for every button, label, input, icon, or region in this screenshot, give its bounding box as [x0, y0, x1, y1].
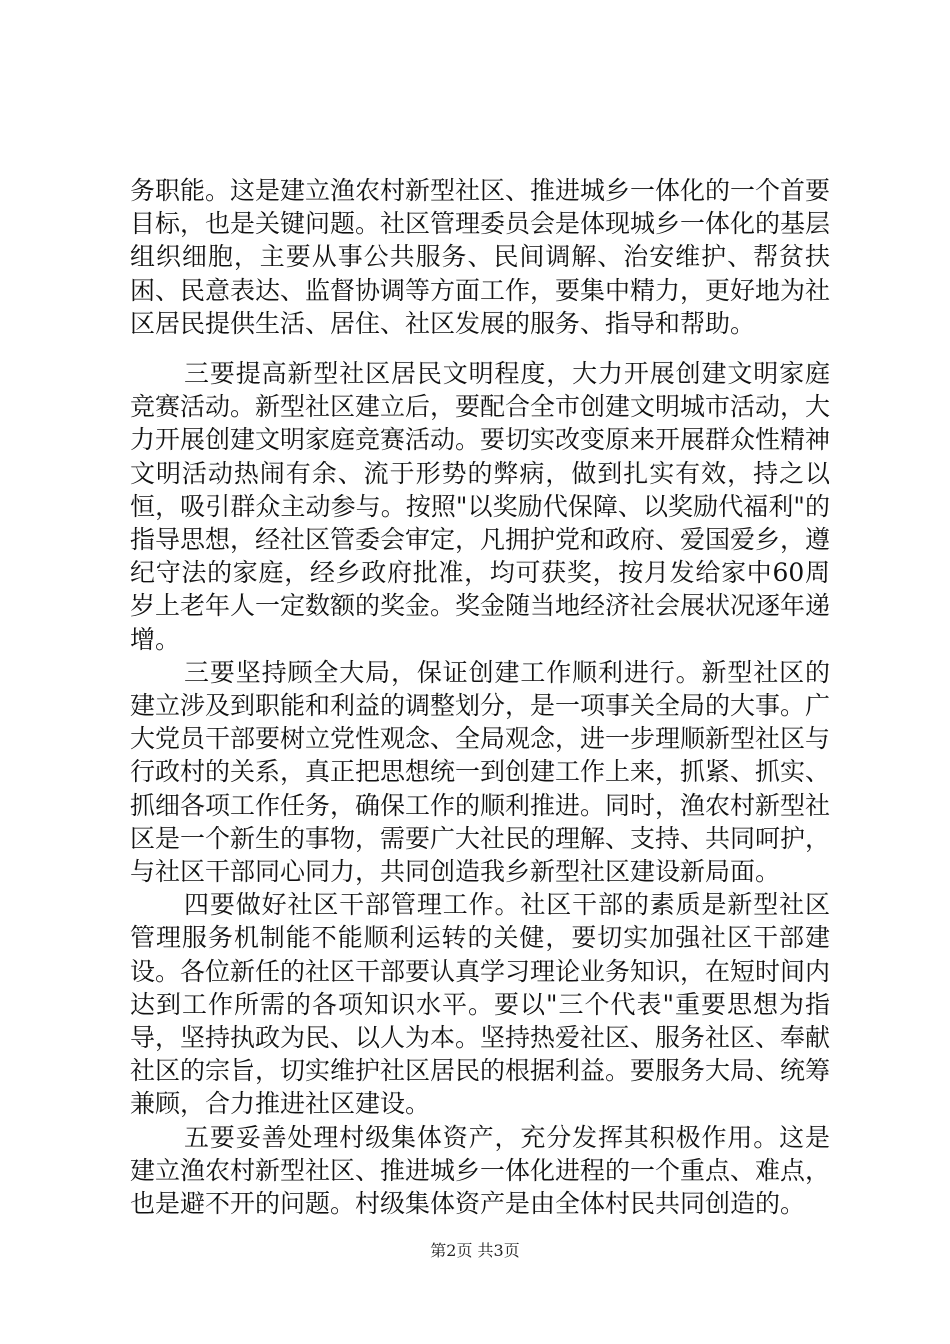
paragraph-civilization: 三要提高新型社区居民文明程度，大力开展创建文明家庭竞赛活动。新型社区建立后，要配合全市创建文明城市活动，大力开展创建文明家庭竞赛活动。要切实改变原来开展群众性精神文明活动热闹有余、流于形势的弊病，做到扎实有效，持之以恒，吸引群众主动参与。按照"以奖励代保障、以奖励代福利"的指导思想，经社区管委会审定，凡拥护党和政府、爱国爱乡，遵纪守法的家庭，经乡政府批准，均可获奖，按月发给家中60周岁上老年人一定数额的奖金。奖金随当地经济社会展状况逐年递增。	[130, 359, 831, 654]
paragraph-overall-situation: 三要坚持顾全大局，保证创建工作顺利进行。新型社区的建立涉及到职能和利益的调整划分，是一项事关全局的大事。广大党员干部要树立党性观念、全局观念，进一步理顺新型社区与行政村的关系，真正把思想统一到创建工作上来，抓紧、抓实、抓细各项工作任务，确保工作的顺利推进。同时，渔农村新型社区是一个新生的事物，需要广大社民的理解、支持、共同呵护，与社区干部同心同力，共同创造我乡新型社区建设新局面。	[130, 657, 831, 887]
main-text-block	[130, 357, 830, 1220]
paragraph-cadre-management: 四要做好社区干部管理工作。社区干部的素质是新型社区管理服务机制能不能顺利运转的关健，要切实加强社区干部建设。各位新任的社区干部要认真学习理论业务知识，在短时间内达到工作所需的各项知识水平。要以"三个代表"重要思想为指导，坚持执政为民、以人为本。坚持热爱社区、服务社区、奉献社区的宗旨，切实维护社区居民的根据利益。要服务大局、统筹兼顾，合力推进社区建设。	[130, 890, 831, 1119]
paragraph-continued: 务职能。这是建立渔农村新型社区、推进城乡一体化的一个首要目标，也是关键问题。社区管理委员会是体现城乡一体化的基层组织细胞，主要从事公共服务、民间调解、治安维护、帮贫扶困、民意表达、监督协调等方面工作，要集中精力，更好地为社区居民提供生活、居住、社区发展的服务、指导和帮助。	[130, 176, 831, 338]
continued-text-block	[130, 174, 830, 340]
paragraph-collective-assets: 五要妥善处理村级集体资产，充分发挥其积极作用。这是建立渔农村新型社区、推进城乡一体化进程的一个重点、难点，也是避不开的问题。村级集体资产是由全体村民共同创造的。	[130, 1122, 831, 1219]
page-footer: 第2页 共3页	[430, 1241, 520, 1260]
